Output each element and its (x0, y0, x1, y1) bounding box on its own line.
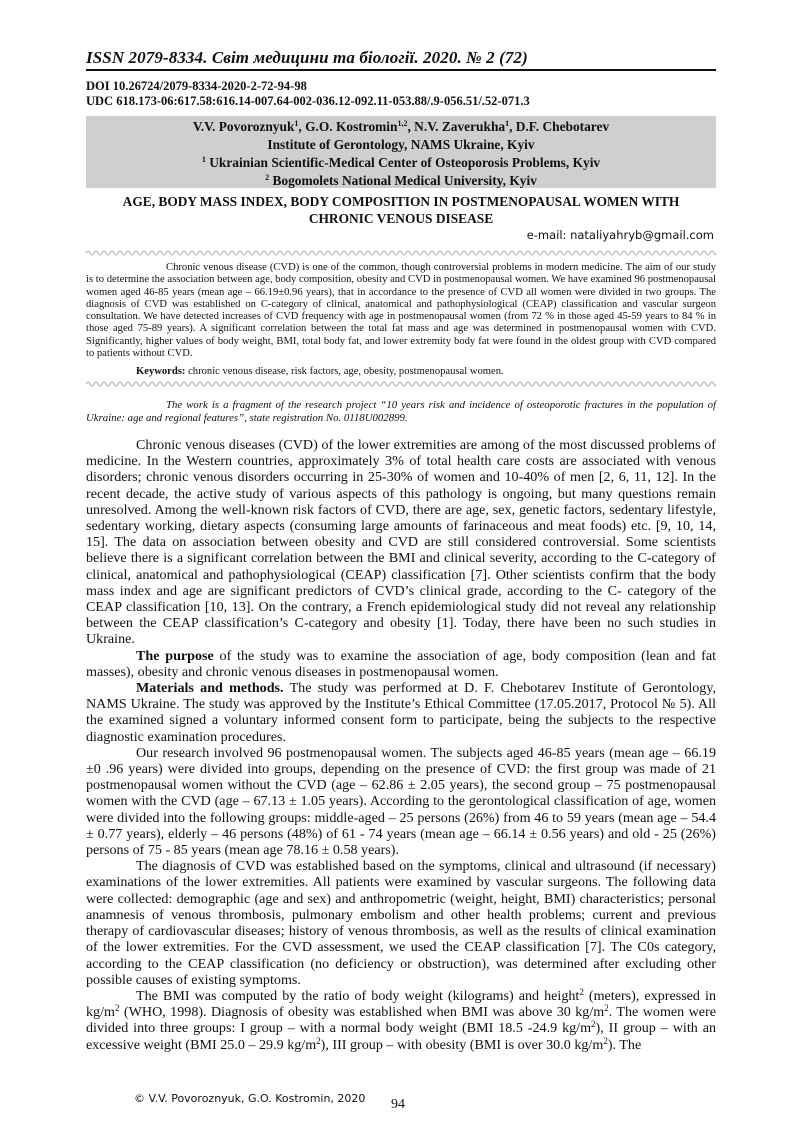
doi-line: DOI 10.26724/2079-8334-2020-2-72-94-98 (86, 79, 307, 93)
abstract: Chronic venous disease (CVD) is one of the common, though controversial problems in modern medicine. The aim of our study is to determine the association between age, body composition, obesity and CVD in postmenopausal women. We have examined 96 postmenopausal women aged 46-85 years (mean age – 66.19±0.96 years), that in accordance to the presence of CVD all women were divided in two groups. The diagnosis of CVD was established on C-category of clinical, anatomical and pathophysiological (CEAP) classification and vascular surgeon consultation. We have detected increases of CVD frequency with age in postmenopausal women (from 72 % in those aged 45-59 years to 84 % in those aged 75-89 years). A significant correlation between the total fat mass and age was determined in postmenopausal women with CVD. Significantly, higher values of body weight, BMI, total body fat, and lower extremity body fat were found in the oldest group with CVD compared to patients without CVD. (86, 262, 716, 360)
keywords: Keywords: chronic venous disease, risk factors, age, obesity, postmenopausal women. (136, 366, 504, 377)
affiliation-2: $^2$ Bogomolets National Medical University, Kyiv (265, 173, 537, 188)
article-body (86, 437, 716, 1053)
doi-block (86, 79, 530, 109)
paragraph-intro: Chronic venous diseases (CVD) of the lower extremities are among of the most discussed problems of medicine. In the Western countries, approximately 3% of total health care costs are associated with venous disorders; chronic venous disorders occurring in 25-30% of women and 10-40% of men [2, 6, 11, 12]. In the recent decade, the active study of various aspects of this pathology is ongoing, but many questions remain unresolved. Among the well-known risk factors of CVD, there are age, sex, genetic factors, sedentary lifestyle, sedentary working, dietary aspects (consuming large amounts of farinaceous and meat foods) etc. [9, 10, 14, 15]. The data on association between obesity and CVD are still considered controversial. Some scientists believe there is a significant correlation between the BMI and clinical severity, according to the C-category of clinical, anatomical and pathophysiological (CEAP) classification [7]. Other scientists confirm that the body mass index and age are significant predictors of CVD’s clinical grade, according to the C- category of the CEAP classification [10, 13]. On the contrary, a French epidemiological study did not reveal any relationship between the CEAP classification’s C-category and obesity [1]. Today, there have been no such studies in Ukraine. (86, 437, 716, 648)
paragraph-purpose: The purpose of the study was to examine the association of age, body composition (lean and fat masses), obesity and chronic venous diseases in postmenopausal women. (86, 647, 716, 680)
wavy-divider-bottom (86, 380, 716, 388)
article-title: AGE, BODY MASS INDEX, BODY COMPOSITION IN POSTMENOPAUSAL WOMEN WITH CHRONIC VENOUS DISEASE (122, 194, 680, 226)
authors-box (86, 116, 716, 188)
header-rule (86, 69, 716, 71)
affiliation-1: $^1$ Ukrainian Scientific-Medical Center of Osteoporosis Problems, Kyiv (201, 155, 601, 170)
udc-line: UDC 618.173-06:617.58:616.14-007.64-002-036.12-092.11-053.88/.9-056.51/.52-071.3 (86, 94, 530, 108)
paragraph-diagnosis: The diagnosis of CVD was established based on the symptoms, clinical and ultrasound (if necessary) examinations of the lower extremities. All patients were examined by vascular surgeons. The following data were collected: demographic (age and sex) and anthropometric (weight, height, BMI) characteristics; personal anamnesis of venous thrombosis, pulmonary embolism and other health problems; current and previous therapy of cardiovascular diseases; history of venous thrombosis, as well as the results of clinical examination of the lower extremities. For the CVD assessment, we used the CEAP classification [7]. The C0s category, according to the CEAP classification (no deficiency or obstruction), was determined after excluding other possible causes of existing symptoms. (86, 858, 716, 988)
funding-note: The work is a fragment of the research project “10 years risk and incidence of osteoporotic fractures in the population of Ukraine: age and regional features”, state registration No. 0118U002899. (86, 399, 716, 424)
wavy-divider-top (86, 249, 716, 257)
journal-header: ISSN 2079-8334. Світ медицини та біології. 2020. № 2 (72) (86, 48, 528, 67)
author-email[interactable]: e-mail: nataliyahryb@gmail.com (526, 228, 714, 242)
affiliation-main: Institute of Gerontology, NAMS Ukraine, Kyiv (267, 137, 535, 152)
copyright-note: © V.V. Povoroznyuk, G.O. Kostromin, 2020 (134, 1092, 366, 1105)
paragraph-subjects: Our research involved 96 postmenopausal women. The subjects aged 46-85 years (mean age – 66.19 ±0 .96 years) were divided into groups, depending on the presence of CVD: the first group was made of 21 postmenopausal women without the CVD (age – 62.86 ± 2.05 years), the second group – 75 postmenopausal women with the CVD (age – 67.13 ± 1.05 years). According to the gerontological classification of age, women were divided into the following groups: middle-aged – 25 persons (26%) from 46 to 59 years (mean age – 54.4 ± 0.77 years), elderly – 46 persons (48%) of 61 - 74 years (mean age – 66.14 ± 0.56 years) and old - 25 (26%) persons of 75 - 85 years (mean age 78.16 ± 0.58 years). (86, 744, 716, 859)
page-number: 94 (391, 1097, 405, 1112)
authors-line: V.V. Povoroznyuk$^1$, G.O. Kostromin$^{1,2}$, N.V. Zaverukha$^1$, D.F. Chebotarev (192, 119, 610, 134)
paragraph-methods: Materials and methods. The study was performed at D. F. Chebotarev Institute of Gerontology, NAMS Ukraine. The study was approved by the Institute’s Ethical Committee (17.05.2017, Protocol № 5). All the examined signed a voluntary informed consent form to participate, being the subjects to the respective diagnostic examination procedures. (86, 680, 717, 745)
paragraph-bmi: The BMI was computed by the ratio of body weight (kilograms) and height$^2$ (meters), expressed in $kg/m^2$ (WHO, 1998). Diagnosis of obesity was established when BMI was above 30 $kg/m^2$. The women were divided into three groups: I group – with a normal body weight (BMI 18.5 -24.9 $kg/m^2$), II group – with an excessive weight (BMI 25.0 – 29.9 $kg/m^2$), III group – with obesity (BMI is over 30.0 $kg/m^2$). The (86, 986, 716, 1053)
